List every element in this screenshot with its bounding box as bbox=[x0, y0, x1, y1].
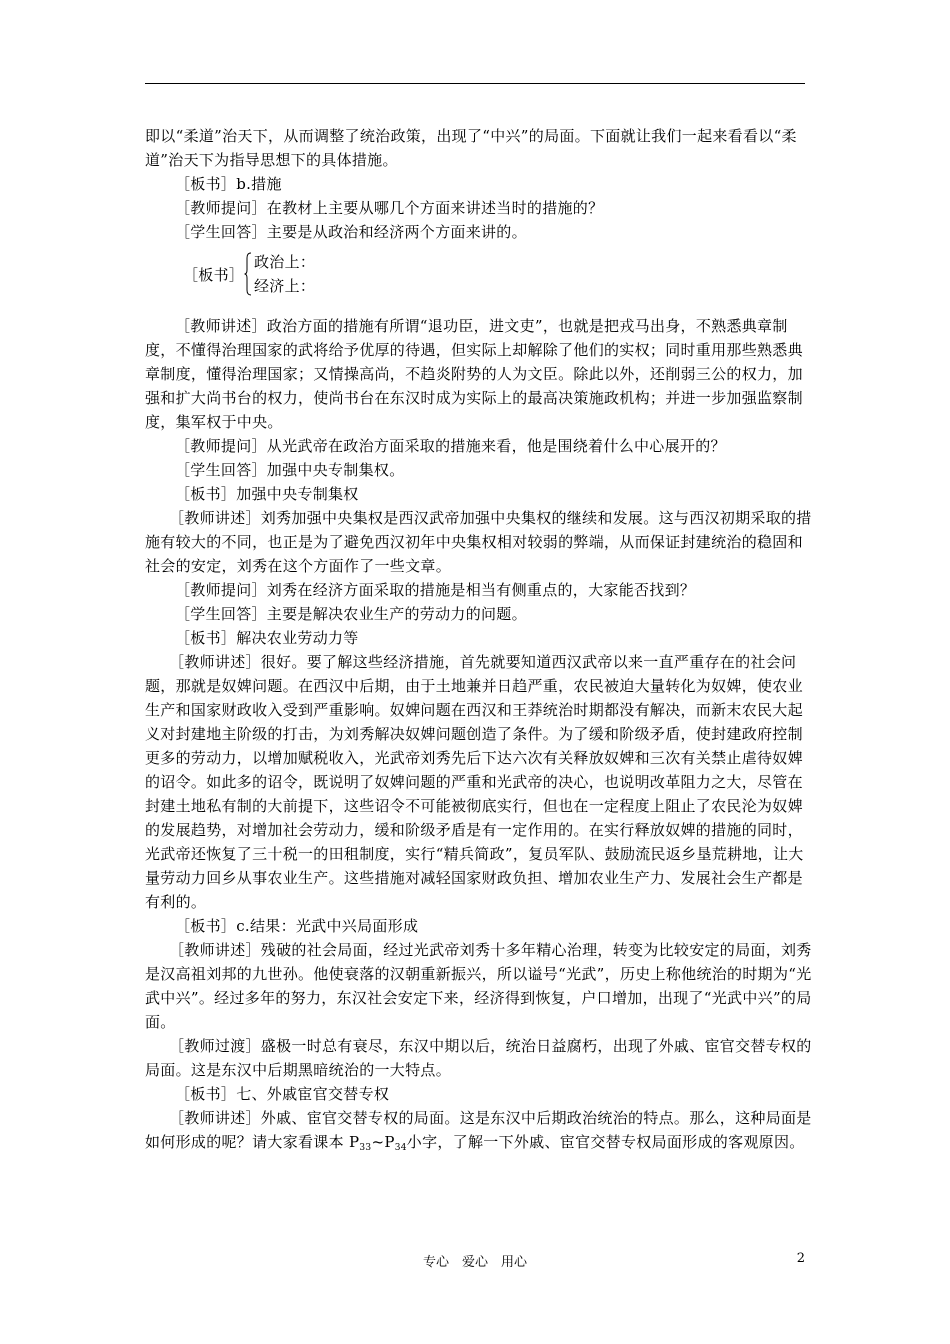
text-run: ~ bbox=[371, 1133, 385, 1151]
paragraph: ［教师提问］在教材上主要从哪几个方面来讲述当时的措施的？ bbox=[175, 199, 604, 217]
paragraph: ［板书］c.结果：光武中兴局面形成 bbox=[175, 917, 419, 935]
footer-motto: 专心 爱心 用心 bbox=[422, 1255, 527, 1270]
paragraph: ［学生回答］加强中央专制集权。 bbox=[175, 461, 405, 479]
paragraph: ［教师提问］刘秀在经济方面采取的措施是相当有侧重点的，大家能否找到？ bbox=[175, 581, 696, 599]
board-label: ［板书］ bbox=[183, 266, 245, 284]
page-footer bbox=[0, 1251, 950, 1271]
paragraph: 即以“柔道”治天下，从而调整了统治政策，出现了“中兴”的局面。下面就让我们一起来看看以“柔道”治天下为指导思想下的具体措施。 bbox=[145, 127, 797, 169]
paragraph: ［学生回答］主要是解决农业生产的劳动力的问题。 bbox=[175, 605, 527, 623]
paragraph: ［教师讲述］刘秀加强中央集权是西汉武帝加强中央集权的继续和发展。这与西汉初期采取的措施有较大的不同，也正是为了避免西汉初年中央集权相对较弱的弊端，从而保证封建统治的稳固和社会的安定，刘秀在这个方面作了一些文章。 bbox=[145, 509, 812, 575]
paragraph: ［学生回答］主要是从政治和经济两个方面来讲的。 bbox=[175, 223, 527, 241]
paragraph: ［板书］解决农业劳动力等 bbox=[175, 629, 359, 647]
paragraph: ［教师讲述］残破的社会局面，经过光武帝刘秀十多年精心治理，转变为比较安定的局面，刘秀是汉高祖刘邦的九世孙。他使衰落的汉朝重新振兴，所以谥号“光武”，历史上称他统治的时期为“光武中兴”。经过多年的努力，东汉社会安定下来，经济得到恢复，户口增加，出现了“光武中兴”的局面。 bbox=[145, 941, 812, 1031]
paragraph: ［板书］七、外戚宦官交替专权 bbox=[175, 1085, 390, 1103]
paragraph: ［教师过渡］盛极一时总有衰尽，东汉中期以后，统治日益腐朽，出现了外戚、宦官交替专权的局面。这是东汉中后期黑暗统治的一大特点。 bbox=[145, 1037, 812, 1079]
text-run: 小字，了解一下外戚、宦官交替专权局面形成的客观原因。 bbox=[406, 1133, 805, 1151]
paragraph: ［板书］加强中央专制集权 bbox=[175, 485, 359, 503]
subscript: 33 bbox=[359, 1143, 372, 1153]
curly-brace-icon bbox=[244, 252, 252, 296]
page-body bbox=[145, 124, 813, 1160]
paragraph: ［教师提问］从光武帝在政治方面采取的措施来看，他是围绕着什么中心展开的？ bbox=[175, 437, 726, 455]
paragraph bbox=[145, 1106, 813, 1160]
page-number: 2 bbox=[796, 1251, 805, 1266]
paragraph: ［教师讲述］政治方面的措施有所谓“退功臣，进文吏”，也就是把戎马出身，不熟悉典章制度，不懂得治理国家的武将给予优厚的待遇，但实际上却解除了他们的实权；同时重用那些熟悉典章制度，懂得治理国家；又情操高尚，不趋炎附势的人为文臣。除此以外，还削弱三公的权力，加强和扩大尚书台的权力，使尚书台在东汉时成为实际上的最高决策施政机构；并进一步加强监察制度，集军权于中央。 bbox=[145, 317, 803, 431]
paragraph: ［板书］b.措施 bbox=[175, 175, 282, 193]
text-run: P bbox=[384, 1133, 395, 1151]
paragraph: ［教师讲述］很好。要了解这些经济措施，首先就要知道西汉武帝以来一直严重存在的社会问题，那就是奴婢问题。在西汉中后期，由于土地兼并日趋严重，农民被迫大量转化为奴婢，使农业生产和国家财政收入受到严重影响。奴婢问题在西汉和王莽统治时期都没有解决，而新末农民大起义对封建地主阶级的打击，为刘秀解决奴婢问题创造了条件。为了缓和阶级矛盾，使封建政府控制更多的劳动力，以增加赋税收入，光武帝刘秀先后下达六次有关释放奴婢和三次有关禁止虐待奴婢的诏令。如此多的诏令，既说明了奴婢问题的严重和光武帝的决心，也说明改革阻力之大，尽管在封建土地私有制的大前提下，这些诏令不可能被彻底实行，但也在一定程度上阻止了农民沦为奴婢的发展趋势，对增加社会劳动力，缓和阶级矛盾是有一定作用的。在实行释放奴婢的措施的同时，光武帝还恢复了三十税一的田租制度，实行“精兵简政”，复员军队、鼓励流民返乡垦荒耕地，让大量劳动力回乡从事农业生产。这些措施对减轻国家财政负担、增加农业生产力、发展社会生产都是有利的。 bbox=[145, 653, 804, 911]
board-item-economy: 经济上： bbox=[254, 277, 316, 295]
board-brace-block bbox=[145, 250, 813, 302]
header-rule bbox=[145, 83, 805, 84]
subscript: 34 bbox=[394, 1143, 407, 1153]
board-item-politics: 政治上： bbox=[254, 253, 316, 271]
text-run: ［教师讲述］外戚、宦官交替专权的局面。这是东汉中后期政治统治的特点。那么，这种局面是如何形成的呢？请大家看课本 P bbox=[145, 1109, 812, 1151]
